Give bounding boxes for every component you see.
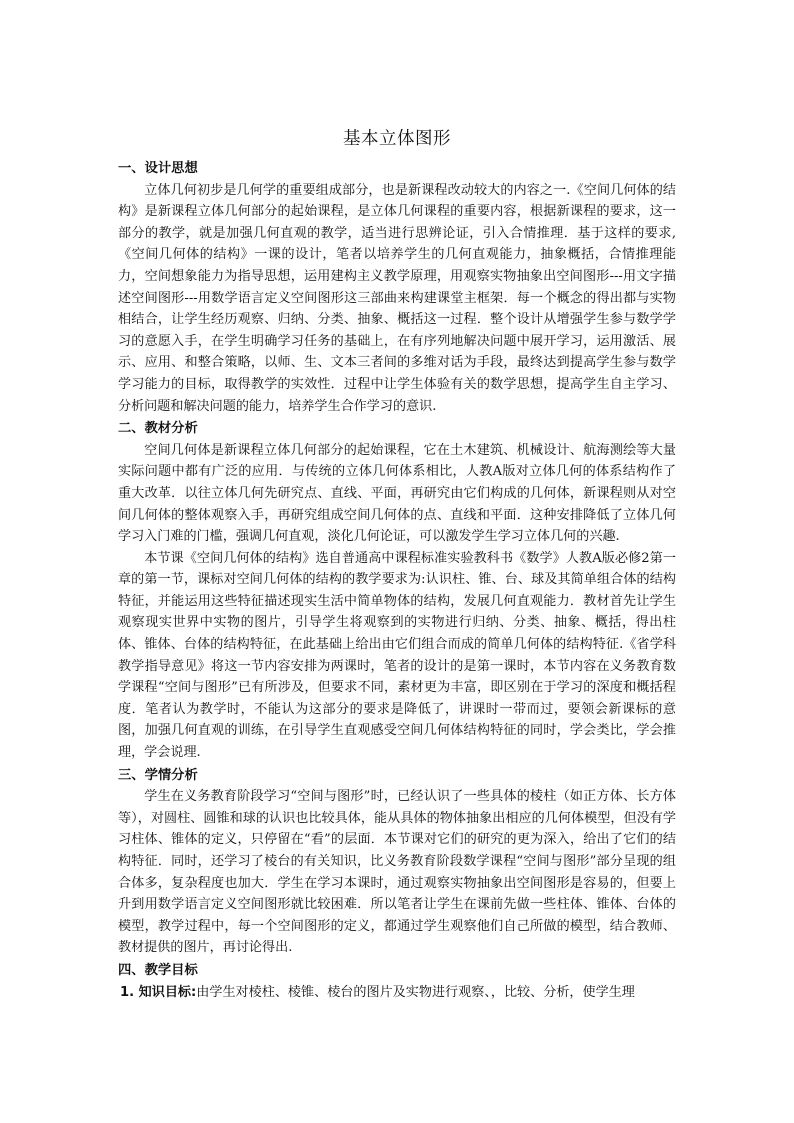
- paragraph-design: 立体几何初步是几何学的重要组成部分，也是新课程改动较大的内容之一.《空间几何体的结构》是新课程立体几何部分的起始课程，是立体几何课程的重要内容，根据新课程的要求，这一部分的教学，就是加强几何直观的教学，适当进行思辨论证，引入合情推理．基于这样的要求,《空间几何体的结构》一课的设计，笔者以培养学生的几何直观能力，抽象概括，合情推理能力，空间想象能力为指导思想，运用建构主义教学原理，用观察实物抽象出空间图形---用文字描述空间图形---用数学语言定义空间图形这三部曲来构建课堂主框架．每一个概念的得出都与实物相结合，让学生经历观察、归纳、分类、抽象、概括这一过程．整个设计从增强学生参与数学学习的意愿入手，在学生明确学习任务的基础上，在有序列地解决问题中展开学习，运用激活、展示、应用、和整合策略，以师、生、文本三者间的多维对话为手段，最终达到提高学生参与数学学习能力的目标，取得教学的实效性．过程中让学生体验有关的数学思想，提高学生自主学习、分析问题和解决问题的能力，培养学生合作学习的意识.: [118, 182, 676, 414]
- paragraph-textbook-1: 空间几何体是新课程立体几何部分的起始课程，它在土木建筑、机械设计、航海测绘等大量实际问题中都有广泛的应用．与传统的立体几何体系相比，人教A版对立体几何的体系结构作了重大改革．以往立体几何先研究点、直线、平面，再研究由它们构成的几何体，新课程则从对空间几何体的整体观察入手，再研究组成空间几何体的点、直线和平面．这种安排降低了立体几何学习入门难的门槛，强调几何直观，淡化几何论证，可以激发学生学习立体几何的兴趣.: [118, 442, 676, 545]
- goal-item-lead: 1. 知识目标:: [120, 984, 197, 1000]
- section-heading-students: 三、学情分析: [118, 767, 198, 783]
- section-heading-textbook: 二、教材分析: [118, 421, 198, 437]
- section-heading-design: 一、设计思想: [118, 161, 198, 176]
- paragraph-textbook-2: 本节课《空间几何体的结构》选自普通高中课程标准实验教科书《数学》人教A版必修2第一章的第一节，课标对空间几何体的结构的教学要求为:认识柱、锥、台、球及其简单组合体的结构特征，并能运用这些特征描述现实生活中简单物体的结构，发展几何直观能力．教材首先让学生观察现实世界中实物的图片，引导学生将观察到的实物进行归纳、分类、抽象、概括，得出柱体、锥体、台体的结构特征，在此基础上给出由它们组合而成的简单几何体的结构特征.《省学科教学指导意见》将这一节内容安排为两课时，笔者的设计的是第一课时，本节内容在义务教育数学课程“空间与图形”已有所涉及，但要求不同，素材更为丰富，即区别在于学习的深度和概括程度．笔者认为教学时，不能认为这部分的要求是降低了，讲课时一带而过，要领会新课标的意图，加强几何直观的训练，在引导学生直观感受空间几何体结构特征的同时，学会类比，学会推理，学会说理.: [118, 550, 676, 761]
- goal-item-text: 由学生对棱柱、棱锥、棱台的图片及实物进行观察、，比较、分析，使学生理: [196, 984, 635, 1000]
- section-heading-goals: 四、教学目标: [118, 962, 198, 978]
- document-title: 基本立体图形: [343, 129, 451, 149]
- goal-item-knowledge: [118, 982, 676, 1004]
- paragraph-students: 学生在义务教育阶段学习“空间与图形”时，已经认识了一些具体的棱柱（如正方体、长方体等），对圆柱、圆锥和球的认识也比较具体，能从具体的物体抽象出相应的几何体模型，但没有学习柱体、锥体的定义，只停留在“看”的层面．本节课对它们的研究的更为深入，给出了它们的结构特征．同时，还学习了棱台的有关知识，比义务教育阶段数学课程“空间与图形”部分呈现的组合体多，复杂程度也加大．学生在学习本课时，通过观察实物抽象出空间图形是容易的，但要上升到用数学语言定义空间图形就比较困难．所以笔者让学生在课前先做一些柱体、锥体、台体的模型，教学过程中，每一个空间图形的定义，都通过学生观察他们自己所做的模型，结合教师、教材提供的图片，再讨论得出.: [118, 789, 676, 956]
- document-page: [118, 0, 676, 1003]
